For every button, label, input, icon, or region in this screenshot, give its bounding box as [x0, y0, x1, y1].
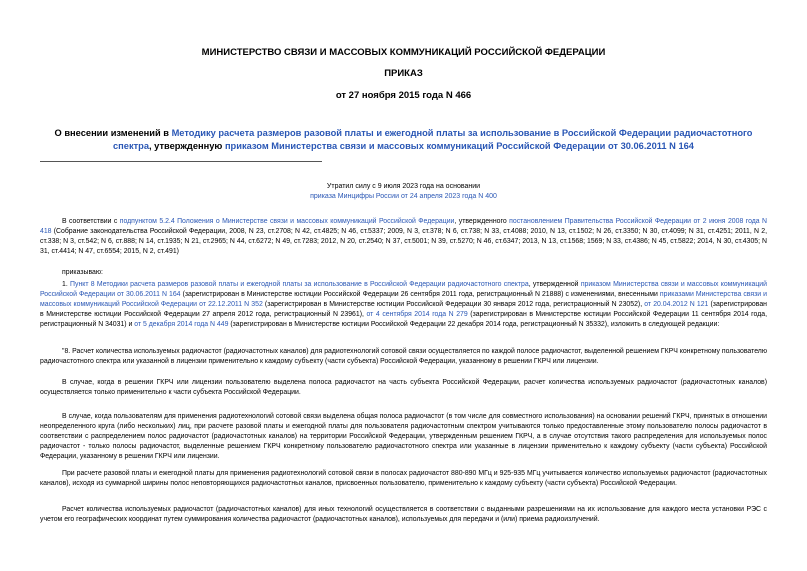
text: 1. [62, 281, 71, 288]
text: (зарегистрирован в Министерстве юстиции Российской Федерации 26 сентября 2011 года, регистрационный N 21888) с изменениями, внесенными [180, 291, 660, 299]
text: Расчет количества используемых радиочастот (радиочастотных каналов) для иных технологий осуществляется в соответствии с выданными разрешениями на их использование для каждого места установки РЭС с учетом его географических координат путем суммирования количества радиочастот (радиочастотных каналов), используемых для передачи и (или) приема радиоизлучений. [40, 506, 767, 524]
paragraph-8-880-890 [40, 469, 767, 489]
title-link-methodology[interactable]: Методику расчета размеров разовой платы и ежегодной платы за использование в Российской Федерации радиочастотного спектра [113, 128, 753, 151]
repeal-note [230, 182, 577, 202]
text: , утвержденного [454, 218, 510, 225]
paragraph-preamble [40, 217, 767, 257]
text: (зарегистрирован в Министерстве юстиции Российской Федерации 27 апреля 2012 года, регистрационный N 23961), [40, 301, 767, 319]
link-resolution[interactable]: постановлением Правительства Российской Федерации от 2 июня 2008 года N 418 [40, 218, 768, 236]
link-order-449[interactable]: от 5 декабря 2014 года N 449 [134, 321, 229, 329]
paragraph-8-shared-band [40, 412, 767, 462]
title-text: О внесении изменений в [54, 128, 172, 138]
paragraph-8-main [40, 347, 767, 367]
text: В соответствии с [62, 218, 120, 225]
text: (Собрание законодательства Российской Федерации, 2008, N 23, ст.2708; N 42, ст.4825; N 46, ст.5337; 2009, N 3, ст.378; N 6, ст.738; N 33, ст.4088; 2010, N 13, ст.1502; N 26, ст.3350; N 30, ст.4099; N 31, ст.4251; 2011, N 2, ст.338; N 3, ст.542; N 6, ст.888; N 14, ст.1935; N 21, ст.2965; N 44, ст.6272; N 49, ст.7283; 2012, N 20, ст.2540; N 37, ст.5001; N 39, ст.5270; N 46, ст.6347; 2013, N 13, ст.1568; 1569; N 33, ст.4386; N 45, ст.5822; 2014, N 30, ст.4305; N 31, ст.4414; N 47, ст.6554; 2015, N 2, ст.491) [40, 228, 767, 256]
text: (зарегистрирован в Министерстве юстиции Российской Федерации 30 января 2012 года, регистрационный N 23052), [262, 301, 645, 309]
link-order-121[interactable]: от 20.04.2012 N 121 [644, 301, 709, 309]
text: (зарегистрирован в Министерстве юстиции Российской Федерации 11 сентября 2014 года, регистрационный N 34031) и [40, 311, 767, 329]
order-heading: ПРИКАЗ [384, 68, 423, 79]
paragraph-item-1 [40, 280, 767, 330]
text: (зарегистрирован в Министерстве юстиции Российской Федерации 22 декабря 2014 года, регистрационный N 35332), изложить в следующей редакции: [228, 321, 720, 329]
text: , утвержденной [528, 281, 581, 288]
repeal-link[interactable]: приказа Минцифры России от 24 апреля 2023 года N 400 [310, 193, 497, 200]
text: В случае, когда в решении ГКРЧ или лицензии пользователю выделена полоса радиочастот на часть субъекта Российской Федерации, расчет количества используемых радиочастот (радиочастотных каналов) осуществляется только применительно к части субъекта Российской Федерации. [40, 379, 767, 397]
paragraph-8-part [40, 378, 767, 398]
text: "8. Расчет количества используемых радиочастот (радиочастотных каналов) для радиотехнологий сотовой связи осуществляется по каждой полосе радиочастот, выделенной решением ГКРЧ конкретному пользователю радиочастотного спектра или указанной в лицензии применительно к каждому субъекту (части субъекта) Российской Федерации, указанному в решении ГКРЧ или лицензии. [40, 348, 767, 366]
ministry-heading: МИНИСТЕРСТВО СВЯЗИ И МАССОВЫХ КОММУНИКАЦИЙ РОССИЙСКОЙ ФЕДЕРАЦИИ [201, 47, 606, 58]
text: приказываю: [62, 269, 103, 276]
title-link-order-164[interactable]: приказом Министерства связи и массовых коммуникаций Российской Федерации от 30.06.2011 N 164 [224, 141, 694, 151]
text: При расчете разовой платы и ежегодной платы для применения радиотехнологий сотовой связи в полосах радиочастот 880-890 МГц и 925-935 МГц учитывается количество используемых радиочастот (радиочастотных каналов), исходя из суммарной ширины полос неповторяющихся радиочастотных каналов, присвоенных пользователю, применительно к каждому субъекту (части субъекта) Российской Федерации. [40, 470, 767, 488]
link-order-279[interactable]: от 4 сентября 2014 года N 279 [366, 311, 468, 319]
document-title [40, 127, 767, 153]
text: В случае, когда пользователям для применения радиотехнологий сотовой связи выделена общая полоса радиочастот (в том числе для совместного использования) на основании решений ГКРЧ, принятых в отношении неопределенного круга (либо нескольких) лиц, при расчете разовой платы и ежегодной платы для пользователя радиочастотным спектром учитываются только предоставленные этому пользователю полосы радиочастот в соответствии с распределением полос радиочастот (радиочастотных каналов) на территории Российской Федерации, утвержденным решением ГКРЧ, а в случае отсутствия такого распределения для используемых полос радиочастот - только полосы радиочастот, выделенные решением ГКРЧ конкретному пользователю радиочастотного спектра или указанные в лицензии применительно к каждому субъекту (части субъекта) Российской Федерации, указанному в решении ГКРЧ или лицензии. [40, 413, 767, 461]
divider [40, 161, 322, 162]
repeal-text: Утратил силу с 9 июля 2023 года на основании [326, 183, 481, 190]
paragraph-order [40, 268, 767, 278]
link-regulation[interactable]: подпунктом 5.2.4 Положения о Министерстве связи и массовых коммуникаций Российской Федерации [119, 218, 455, 225]
link-item-8[interactable]: Пункт 8 Методики расчета размеров разовой платы и ежегодной платы за использование в Российской Федерации радиочастотного спектра [70, 281, 529, 288]
order-date: от 27 ноября 2015 года N 466 [335, 90, 472, 101]
link-order-164[interactable]: приказом Министерства связи и массовых коммуникаций Российской Федерации от 30.06.2011 N 164 [40, 281, 767, 299]
title-text: , утвержденную [149, 141, 225, 151]
link-order-352[interactable]: приказами Министерства связи и массовых коммуникаций Российской Федерации от 22.12.2011 N 352 [40, 291, 767, 309]
paragraph-8-other-tech [40, 505, 767, 525]
